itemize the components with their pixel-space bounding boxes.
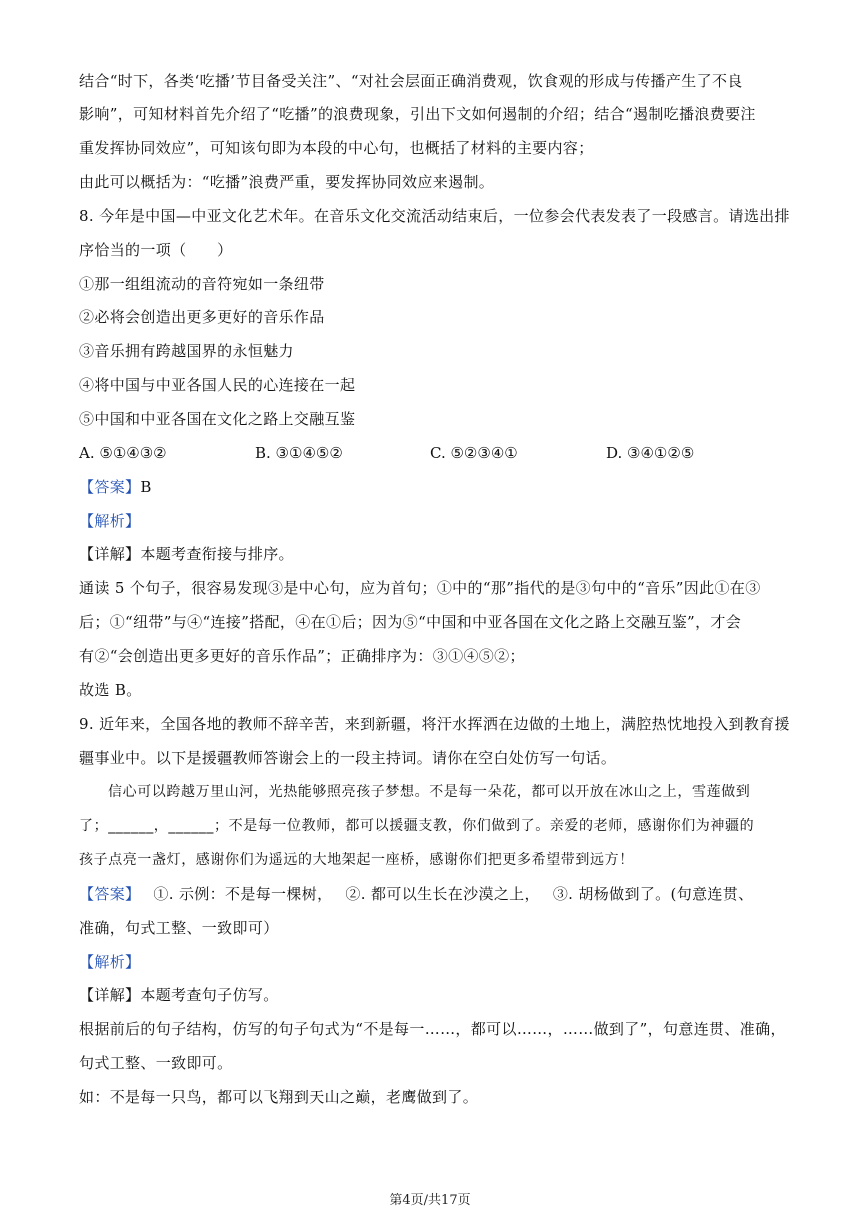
detail-text: 本题考查句子仿写。 xyxy=(140,986,279,1004)
detail-row xyxy=(79,985,808,1005)
text-line: 影响”，可知材料首先介绍了“吃播”的浪费现象，引出下文如何遏制的介绍；结合“遏制吃播浪费要注 xyxy=(79,105,756,123)
option-d: D. ③④①②⑤ xyxy=(606,444,695,462)
answer-text: ①. 示例：不是每一棵树， ②. 都可以生长在沙漠之上， ③. 胡杨做到了。(句意连贯、 xyxy=(132,885,754,903)
question-9-stem: 9. 近年来，全国各地的教师不辞辛苦，来到新疆，将汗水挥洒在边做的土地上，满腔热忱地投入到教育援 xyxy=(79,715,790,733)
answer-text: B xyxy=(140,478,152,496)
detail-tag: 【详解】 xyxy=(79,545,141,563)
explanation-line: 故选 B。 xyxy=(79,681,142,699)
text-line: 由此可以概括为：“吃播”浪费严重，要发挥协同效应来遏制。 xyxy=(79,173,495,191)
answer-row xyxy=(79,884,808,904)
analysis-tag: 【解析】 xyxy=(79,953,141,971)
sentence-2: ②必将会创造出更多更好的音乐作品 xyxy=(79,308,325,326)
detail-tag: 【详解】 xyxy=(79,986,141,1004)
explanation-line: 句式工整、一致即可。 xyxy=(79,1054,233,1072)
detail-row xyxy=(79,544,808,564)
analysis-tag: 【解析】 xyxy=(79,512,141,530)
text-line: 结合“时下，各类‘吃播’节目备受关注”、“对社会层面正确消费观，饮食观的形成与传播产生了不良 xyxy=(79,72,743,90)
passage-line: 孩子点亮一盏灯，感谢你们为遥远的大地架起一座桥，感谢你们把更多希望带到远方！ xyxy=(79,852,634,868)
answer-tag: 【答案】 xyxy=(79,885,133,903)
explanation-line: 如：不是每一只鸟，都可以飞翔到天山之巅，老鹰做到了。 xyxy=(79,1088,479,1106)
detail-text: 本题考查衔接与排序。 xyxy=(140,545,294,563)
question-8-stem: 8. 今年是中国—中亚文化艺术年。在音乐文化交流活动结束后，一位参会代表发表了一段感言。请选出排 xyxy=(79,207,790,225)
answer-tag: 【答案】 xyxy=(79,478,141,496)
question-9-stem: 疆事业中。以下是援疆教师答谢会上的一段主持词。请你在空白处仿写一句话。 xyxy=(79,749,617,767)
question-8-stem: 序恰当的一项（ ） xyxy=(79,241,233,259)
explanation-line: 后；①“纽带”与④“连接”搭配，④在①后；因为⑤“中国和中亚各国在文化之路上交融互鉴”，才会 xyxy=(79,613,742,631)
sentence-4: ④将中国与中亚各国人民的心连接在一起 xyxy=(79,376,356,394)
option-a: A. ⑤①④③② xyxy=(79,444,167,462)
sentence-3: ③音乐拥有跨越国界的永恒魅力 xyxy=(79,342,294,360)
explanation-line: 有②“会创造出更多更好的音乐作品”；正确排序为：③①④⑤②； xyxy=(79,647,525,665)
sentence-1: ①那一组组流动的音符宛如一条纽带 xyxy=(79,275,325,293)
sentence-5: ⑤中国和中亚各国在文化之路上交融互鉴 xyxy=(79,410,356,428)
option-b: B. ③①④⑤② xyxy=(255,444,343,462)
text-line: 重发挥协同效应”，可知该句即为本段的中心句，也概括了材料的主要内容； xyxy=(79,139,594,157)
passage-line: 了；______，______；不是每一位教师，都可以援疆支教，你们做到了。亲爱的老师，感谢你们为神疆的 xyxy=(79,818,755,834)
option-c: C. ⑤②③④① xyxy=(430,444,518,462)
answer-text: 准确，句式工整、一致即可） xyxy=(79,919,279,937)
analysis-row xyxy=(79,511,808,531)
page-number: 第4页/共17页 xyxy=(389,1193,471,1208)
explanation-line: 根据前后的句子结构，仿写的句子句式为“不是每一……，都可以……，……做到了”，句意连贯、准确， xyxy=(79,1020,786,1038)
explanation-line: 通读 5 个句子，很容易发现③是中心句，应为首句；①中的“那”指代的是③句中的“音乐”因此①在③ xyxy=(79,579,761,597)
analysis-row xyxy=(79,952,808,972)
passage-line: 信心可以跨越万里山河，光热能够照亮孩子梦想。不是每一朵花，都可以开放在冰山之上，雪莲做到 xyxy=(108,784,751,800)
answer-row xyxy=(79,477,808,497)
